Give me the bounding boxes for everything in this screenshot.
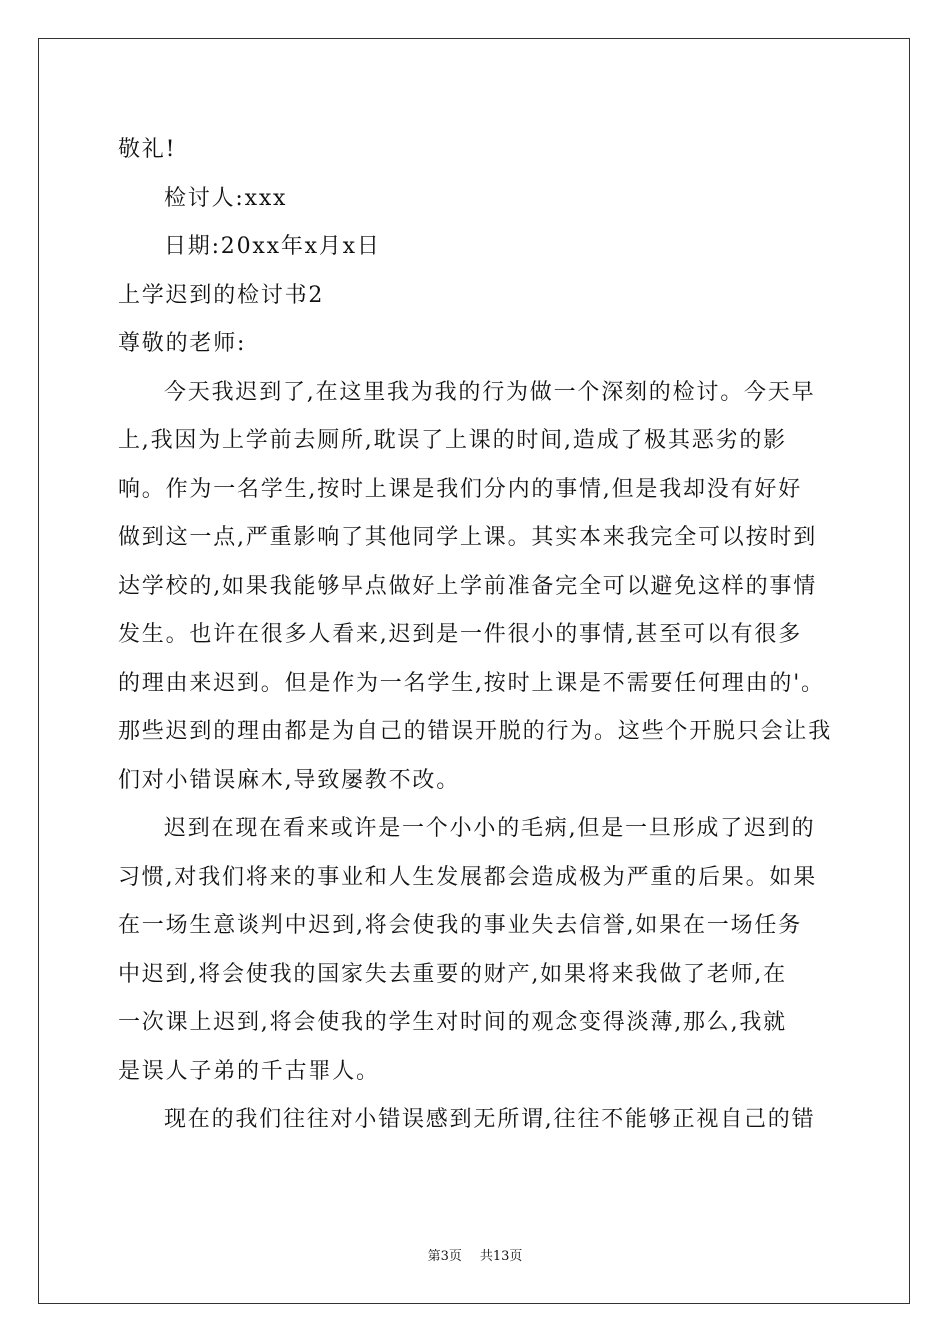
- paragraph-line: 们对小错误麻木,导致屡教不改。: [118, 767, 460, 793]
- closing-salute: 敬礼!: [118, 137, 177, 162]
- paragraph-line: 发生。也许在很多人看来,迟到是一件很小的事情,甚至可以有很多: [118, 622, 802, 647]
- paragraph-line: 达学校的,如果我能够早点做好上学前准备完全可以避免这样的事情: [118, 573, 817, 599]
- salutation: 尊敬的老师:: [118, 331, 247, 356]
- page-total: 共13页: [479, 1249, 523, 1264]
- paragraph-line: 中迟到,将会使我的国家失去重要的财产,如果将来我做了老师,在: [118, 961, 787, 987]
- paragraph-line: 那些迟到的理由都是为自己的错误开脱的行为。这些个开脱只会让我: [118, 719, 833, 744]
- paragraph-line: 是误人子弟的千古罪人。: [118, 1058, 380, 1084]
- page-footer: [0, 1245, 950, 1264]
- paragraph-line: 在一场生意谈判中迟到,将会使我的事业失去信誉,如果在一场任务: [118, 913, 802, 938]
- paragraph-line: 的理由来迟到。但是作为一名学生,按时上课是不需要任何理由的'。: [118, 670, 825, 696]
- paragraph-line: 响。作为一名学生,按时上课是我们分内的事情,但是我却没有好好: [118, 476, 802, 502]
- paragraph-line: 习惯,对我们将来的事业和人生发展都会造成极为严重的后果。如果: [118, 864, 817, 890]
- paragraph-line: 做到这一点,严重影响了其他同学上课。其实本来我完全可以按时到: [118, 525, 817, 550]
- date-line: 日期:20xx年x月x日: [164, 234, 381, 259]
- paragraph-line: 一次课上迟到,将会使我的学生对时间的观念变得淡薄,那么,我就: [118, 1010, 787, 1035]
- section-title: 上学迟到的检讨书2: [118, 282, 325, 308]
- paragraph-line: 今天我迟到了,在这里我为我的行为做一个深刻的检讨。今天早: [164, 379, 816, 405]
- document-body: [118, 126, 838, 1145]
- paragraph-line: 上,我因为上学前去厕所,耽误了上课的时间,造成了极其恶劣的影: [118, 428, 787, 453]
- signer-line: 检讨人:xxx: [164, 185, 288, 211]
- paragraph-line: 现在的我们往往对小错误感到无所谓,往往不能够正视自己的错: [164, 1107, 816, 1132]
- page-number: 第3页: [427, 1249, 462, 1264]
- paragraph-line: 迟到在现在看来或许是一个小小的毛病,但是一旦形成了迟到的: [164, 816, 816, 841]
